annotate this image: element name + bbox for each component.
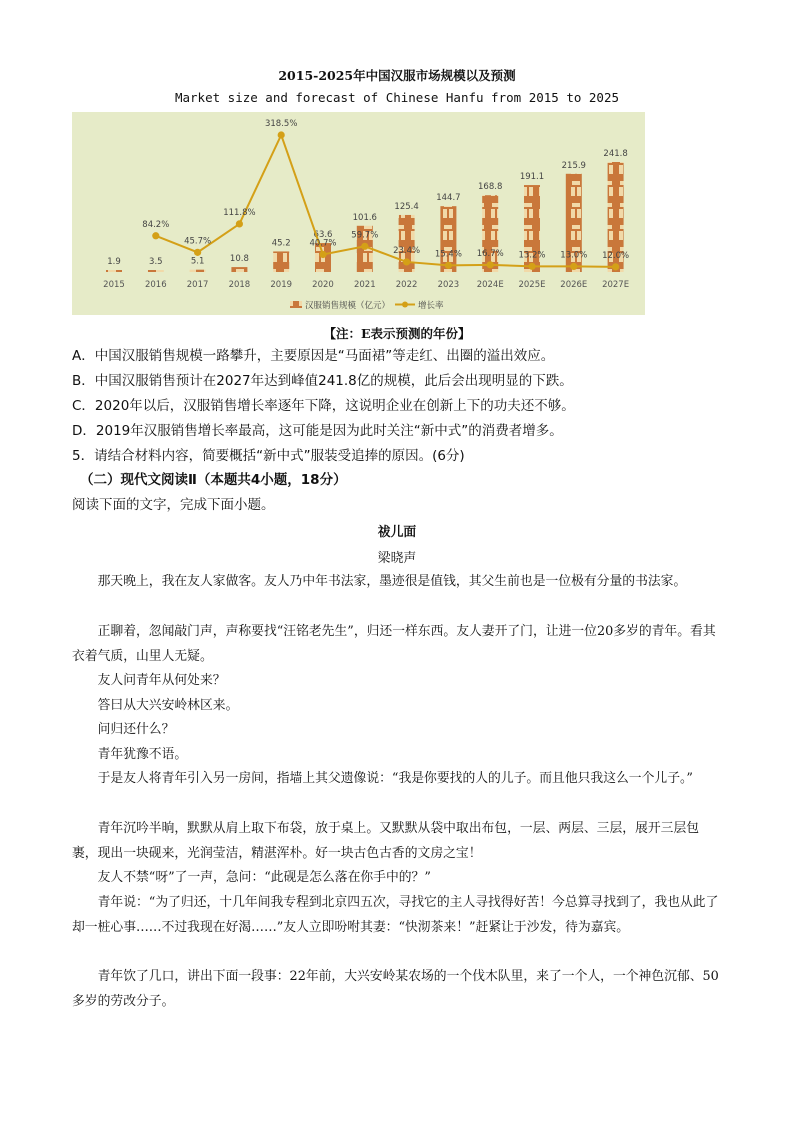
growth-label-2018: 111.8% [223, 207, 256, 218]
paragraph-10: 青年说：“为了归还，十几年间我专程到北京四五次，寻找它的主人寻找得好苦！今总算寻找到了，我也从此了却一桩心事……不过我现在好渴……”友人立即吩咐其妻：“快沏茶来！”赶紧让于沙发，待为嘉宾。 [72, 895, 719, 935]
x-tick-2020: 2020 [312, 280, 334, 290]
bar-label-2016: 3.5 [149, 257, 163, 267]
option-c: C．2020年以后，汉服销售增长率逐年下降，这说明企业在创新上下的功夫还不够。 [72, 398, 575, 414]
paragraph-9: 友人不禁“呀”了一声，急问：“此砚是怎么落在你手中的？” [97, 870, 431, 885]
hanfu-market-chart [72, 112, 645, 315]
growth-label-2022: 23.4% [393, 245, 421, 256]
growth-point-2026E [570, 263, 577, 270]
growth-label-2025E: 13.2% [518, 250, 546, 261]
paragraph-8: 青年沉吟半晌，默默从肩上取下布袋，放于桌上。又默默从袋中取出布包，一层、两层、三层，展开三层包裹，现出一块砚来，光润莹洁，精湛浑朴。好一块古色古香的文房之宝！ [72, 821, 700, 861]
bar-label-2017: 5.1 [190, 256, 205, 267]
growth-label-2024E: 16.7% [476, 248, 504, 259]
x-tick-2017: 2017 [186, 280, 209, 290]
paragraph-3: 友人问青年从何处来？ [97, 673, 226, 688]
x-tick-2027E: 2027E [602, 280, 630, 290]
growth-label-2027E: 12.0% [602, 250, 630, 261]
x-tick-2019: 2019 [270, 280, 293, 290]
bar-2018 [231, 267, 247, 272]
x-tick-2018: 2018 [228, 280, 251, 290]
question-5: 5．请结合材料内容，简要概括“新中式”服装受追捧的原因。(6分) [72, 448, 465, 464]
bar-label-2023: 144.7 [436, 193, 461, 204]
bar-2019 [273, 251, 289, 272]
growth-label-2023: 15.4% [434, 249, 462, 260]
growth-point-2027E [612, 263, 619, 270]
growth-point-2023 [445, 262, 452, 269]
bar-2016 [148, 270, 164, 272]
chart-note: 【注：E表示预测的年份】 [323, 326, 471, 341]
growth-point-2018 [236, 220, 243, 227]
legend-line-label: 增长率 [418, 301, 444, 311]
x-tick-2022: 2022 [395, 280, 418, 290]
bar-label-2020: 63.6 [313, 230, 333, 241]
growth-point-2016 [152, 232, 159, 239]
growth-point-2025E [528, 263, 535, 270]
growth-label-2016: 84.2% [142, 219, 170, 230]
legend-bar-swatch [290, 301, 302, 308]
story-author: 梁晓声 [377, 551, 417, 566]
paragraph-1: 那天晚上，我在友人家做客。友人乃中年书法家，墨迹很是值钱，其父生前也是一位极有分量的书法家。 [97, 574, 687, 589]
growth-point-2022 [403, 258, 410, 265]
x-tick-2025E: 2025E [518, 280, 546, 290]
x-tick-2015: 2015 [103, 280, 125, 290]
growth-point-2020 [319, 251, 326, 258]
bar-label-2025E: 191.1 [519, 172, 545, 183]
option-b: B．中国汉服销售预计在2027年达到峰值241.8亿的规模，此后会出现明显的下跌。 [72, 373, 573, 389]
bar-label-2015: 1.9 [107, 257, 121, 267]
option-a: A．中国汉服销售规模一路攀升，主要原因是“马面裙”等走红、出圈的溢出效应。 [72, 348, 555, 364]
x-tick-2024E: 2024E [476, 280, 504, 290]
growth-point-2019 [278, 131, 285, 138]
bar-label-2024E: 168.8 [478, 182, 503, 193]
story-title: 祓儿面 [377, 525, 417, 540]
legend-line-marker [402, 302, 408, 308]
chart-container [72, 112, 645, 315]
growth-rate-line [156, 135, 616, 267]
paragraph-5: 问归还什么？ [97, 722, 175, 737]
x-tick-2021: 2021 [353, 280, 376, 290]
growth-point-2017 [194, 249, 201, 256]
paragraph-11: 青年饮了几口，讲出下面一段事：22年前，大兴安岭某农场的一个伐木队里，来了一个人，一个神色沉郁、50多岁的劳改分子。 [72, 969, 719, 1009]
section-heading: （二）现代文阅读Ⅱ（本题共4小题，18分） [80, 472, 347, 488]
option-d: D．2019年汉服销售增长率最高，这可能是因为此时关注“新中式”的消费者增多。 [72, 423, 563, 439]
paragraph-2: 正聊着，忽闻敲门声，声称要找“汪铭老先生”，归还一样东西。友人妻开了门，让进一位20多岁的青年。看其衣着气质，山里人无疑。 [72, 624, 716, 664]
growth-point-2021 [361, 243, 368, 250]
growth-label-2019: 318.5% [264, 119, 298, 129]
bar-2015 [106, 270, 122, 272]
x-tick-2026E: 2026E [560, 280, 588, 290]
paragraph-6: 青年犹豫不语。 [97, 747, 188, 762]
paragraph-7: 于是友人将青年引入另一房间，指墙上其父遗像说：“我是你要找的人的儿子。而且他只我这么一个儿子。” [97, 771, 693, 786]
growth-label-2026E: 13.0% [560, 250, 588, 261]
bar-label-2021: 101.6 [352, 212, 377, 223]
bar-label-2019: 45.2 [271, 238, 291, 249]
growth-label-2021: 59.7% [351, 230, 379, 241]
growth-label-2017: 45.7% [184, 236, 212, 247]
bar-2017 [190, 270, 206, 272]
bar-label-2026E: 215.9 [561, 160, 586, 171]
growth-label-2020: 40.7% [309, 238, 337, 249]
paragraph-4: 答曰从大兴安岭林区来。 [97, 698, 239, 713]
x-tick-2023: 2023 [437, 280, 460, 290]
legend-bar-label: 汉服销售规模（亿元） [305, 301, 391, 311]
bar-label-2018: 10.8 [229, 254, 249, 265]
instruction: 阅读下面的文字，完成下面小题。 [72, 497, 275, 513]
bar-label-2027E: 241.8 [603, 149, 628, 159]
bar-label-2022: 125.4 [394, 201, 419, 212]
growth-point-2024E [487, 261, 494, 268]
x-tick-2016: 2016 [144, 280, 167, 290]
chart-title-en: Market size and forecast of Chinese Hanfu from 2015 to 2025 [174, 90, 619, 105]
bar-2024E [482, 195, 498, 272]
chart-title-cn: 2015-2025年中国汉服市场规模以及预测 [278, 68, 516, 83]
